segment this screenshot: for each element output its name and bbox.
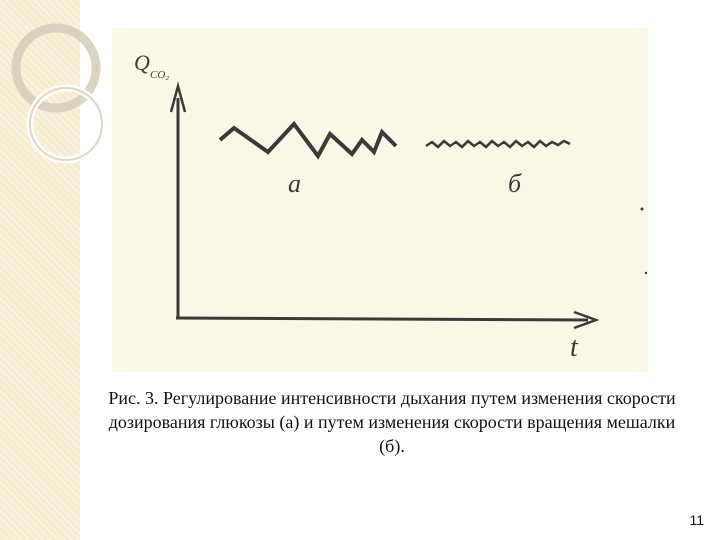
curve-b <box>426 141 570 147</box>
y-axis-label: Q <box>134 50 150 75</box>
curve-b-label: б <box>508 169 522 198</box>
x-axis-label: t <box>570 332 578 363</box>
scan-speck <box>645 272 647 274</box>
respiration-diagram <box>112 28 648 372</box>
page-number: 11 <box>689 512 704 528</box>
curve-a-label: а <box>288 169 301 198</box>
decorative-ring-outline <box>30 88 102 160</box>
scan-speck <box>641 208 644 211</box>
decorative-rings <box>0 0 120 200</box>
x-axis <box>176 318 588 320</box>
y-axis-subscript: CO₂ <box>150 69 170 81</box>
figure-image <box>112 28 648 372</box>
figure-caption: Рис. 3. Регулирование интенсивности дыхания путем изменения скорости дозирования глюкозы (а) и путем изменения скорости вращения мешалки (б). <box>108 388 676 456</box>
curve-a <box>220 124 396 156</box>
